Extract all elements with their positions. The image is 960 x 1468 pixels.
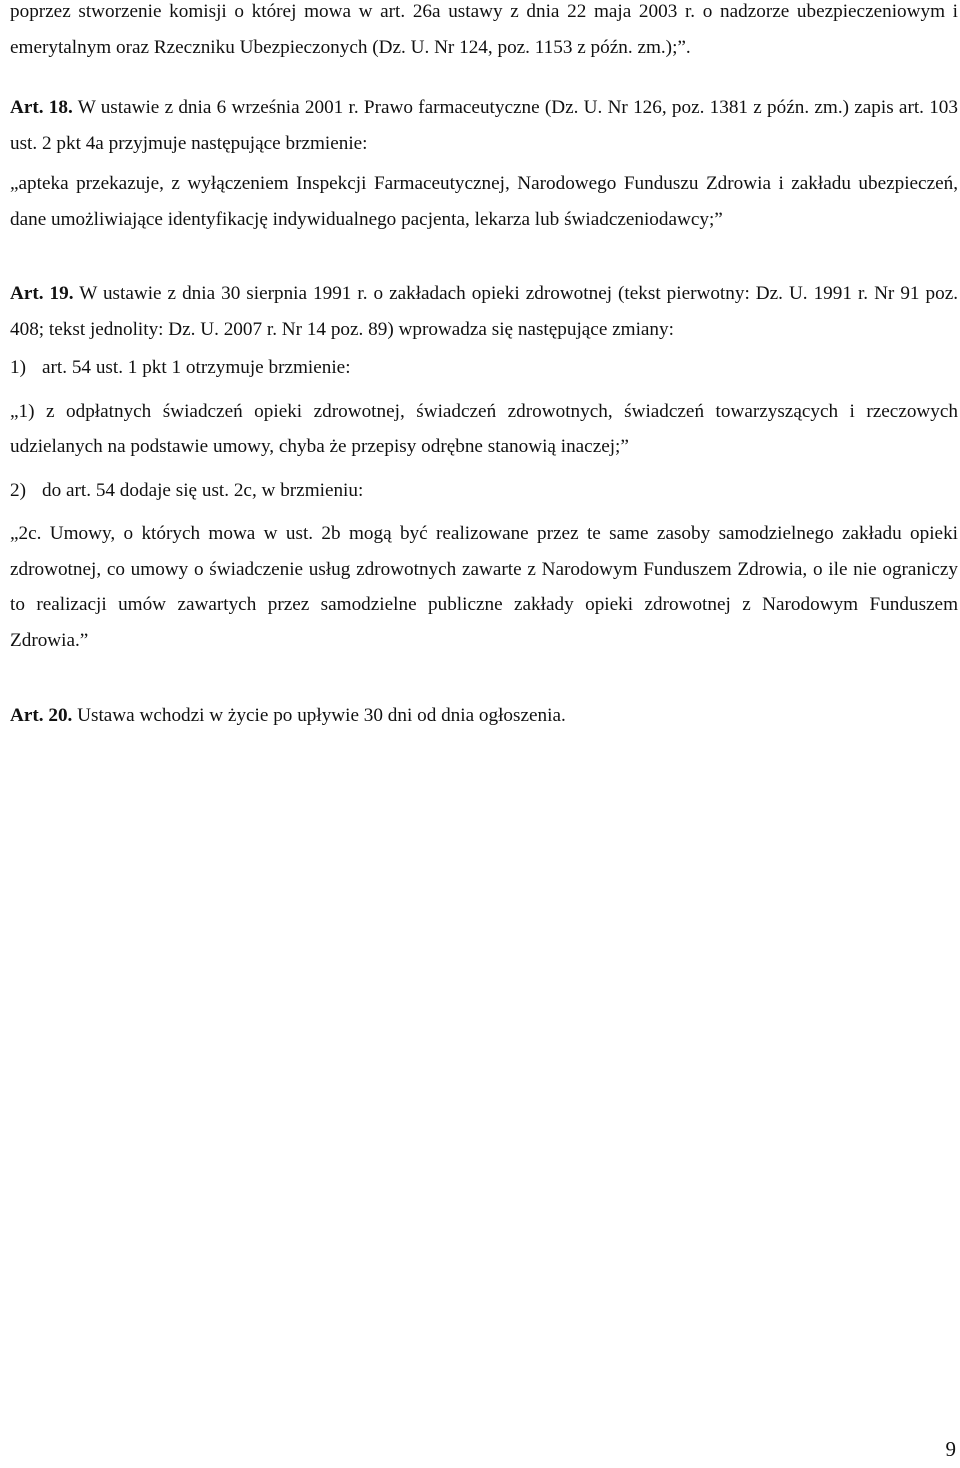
- article-19-label: Art. 19.: [10, 283, 74, 304]
- quoted-provision-contracts-text: „2c. Umowy, o których mowa w ust. 2b mogą być realizowane przez te same zasoby samodzielnego zakładu opieki zdrowotnej, co umowy o świadczenie usług zdrowotnych zawarte z Narodowym Funduszem Zdrowia, o ile nie ograniczy to realizacji umów zawartych przez samodzielne publiczne zakłady opieki zdrowotnej z Narodowym Funduszem Zdrowia.”: [10, 523, 958, 651]
- article-19-text: W ustawie z dnia 30 sierpnia 1991 r. o zakładach opieki zdrowotnej (tekst pierwotny: Dz. U. 1991 r. Nr 91 poz. 408; tekst jednolity: Dz. U. 2007 r. Nr 14 poz. 89) wprowadza się następujące zmiany:: [10, 283, 959, 340]
- article-18: [10, 90, 958, 161]
- article-20-text: Ustawa wchodzi w życie po upływie 30 dni od dnia ogłoszenia.: [72, 705, 566, 726]
- quoted-provision-pharmacy: [10, 166, 958, 237]
- list-item-2: [10, 473, 958, 509]
- article-20: [10, 698, 958, 734]
- quoted-provision-pharmacy-text: „apteka przekazuje, z wyłączeniem Inspekcji Farmaceutycznej, Narodowego Funduszu Zdrowia i zakładu ubezpieczeń, dane umożliwiające identyfikację indywidualnego pacjenta, lekarza lub świadczeniodawcy;”: [10, 173, 958, 230]
- quoted-provision-paid-services-text: „1) z odpłatnych świadczeń opieki zdrowotnej, świadczeń zdrowotnych, świadczeń towarzyszących i rzeczowych udzielanych na podstawie umowy, chyba że przepisy odrębne stanowią inaczej;”: [10, 400, 958, 457]
- list-item-1-number: 1): [10, 357, 26, 378]
- quoted-provision-contracts: [10, 516, 958, 658]
- article-19: [10, 276, 958, 347]
- article-20-label: Art. 20.: [10, 705, 73, 726]
- list-item-1-text: art. 54 ust. 1 pkt 1 otrzymuje brzmienie:: [42, 357, 351, 378]
- list-item-1: [10, 350, 958, 386]
- paragraph-continuation: [10, 0, 958, 65]
- article-18-label: Art. 18.: [10, 97, 73, 118]
- paragraph-continuation-text: poprzez stworzenie komisji o której mowa w art. 26a ustawy z dnia 22 maja 2003 r. o nadzorze ubezpieczeniowym i emerytalnym oraz Rzeczniku Ubezpieczonych (Dz. U. Nr 124, poz. 1153 z późn. zm.);”.: [10, 1, 958, 58]
- quoted-provision-paid-services: [10, 394, 958, 465]
- document-page: [10, 0, 958, 734]
- list-item-2-number: 2): [10, 479, 26, 501]
- article-18-text: W ustawie z dnia 6 września 2001 r. Prawo farmaceutyczne (Dz. U. Nr 126, poz. 1381 z późn. zm.) zapis art. 103 ust. 2 pkt 4a przyjmuje następujące brzmienie:: [10, 97, 958, 154]
- list-item-2-text: do art. 54 dodaje się ust. 2c, w brzmieniu:: [42, 479, 364, 501]
- page-number: 9: [945, 1437, 956, 1461]
